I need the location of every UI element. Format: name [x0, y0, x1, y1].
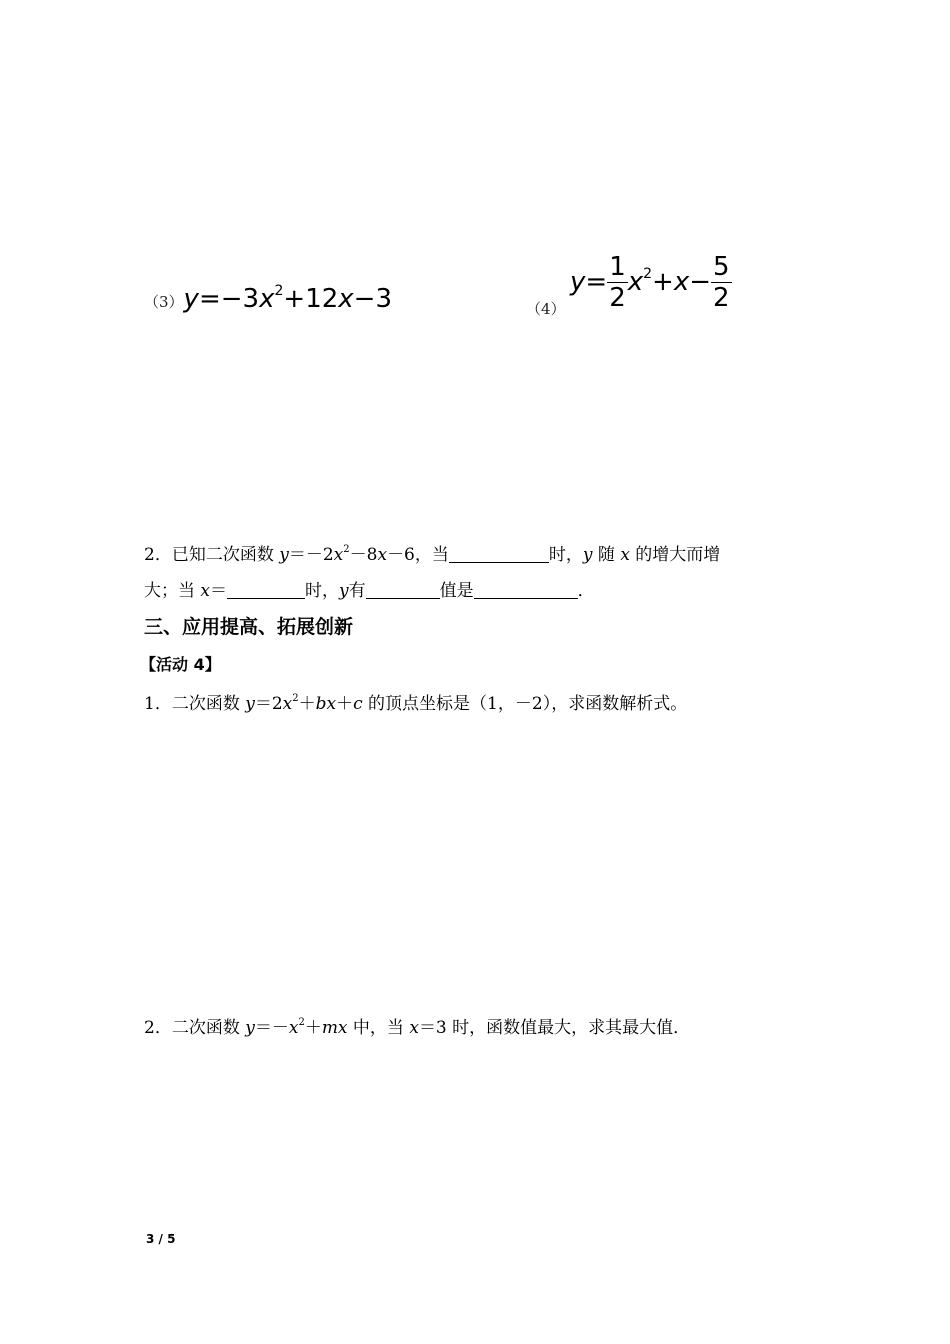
problem-4-formula: y= $\frac{1}{2}$ $x^2+x-$ $\frac{5}{2}$ [570, 252, 730, 313]
problem-3-formula: $y=-3x^2+12x-3$ [183, 283, 393, 314]
question-2-line-1: 2．已知二次函数 $y=-2x^2-8x-6$，当 时，y 随 x 的增大而增 [144, 544, 721, 565]
activity-question-1: 1．二次函数 $y=2x^2+bx+c$ 的顶点坐标是（1，－2），求函数解析式。 [144, 693, 688, 714]
activity-label: 【活动 4】 [140, 655, 221, 674]
activity-question-2: 2．二次函数 $y=-x^2+mx$ 中，当 x＝3 时，函数值最大，求其最大值． [144, 1017, 691, 1038]
answer-blank-4[interactable] [474, 580, 578, 599]
answer-blank-1[interactable] [449, 544, 549, 563]
section-title: 三、应用提高、拓展创新 [144, 616, 354, 638]
answer-blank-3[interactable] [366, 580, 440, 599]
answer-blank-2[interactable] [227, 580, 305, 599]
fraction-five-halves: $\frac{5}{2}$ [713, 252, 730, 313]
problem-4-label: （4） [526, 300, 566, 318]
question-2-line-2: 大；当 x＝ 时，y有 值是 ． [144, 581, 595, 601]
problem-3 [144, 283, 392, 314]
page-number: 3 / 5 [146, 1232, 176, 1246]
fraction-one-half: $\frac{1}{2}$ [609, 252, 626, 313]
problem-3-label: （3） [144, 293, 184, 311]
